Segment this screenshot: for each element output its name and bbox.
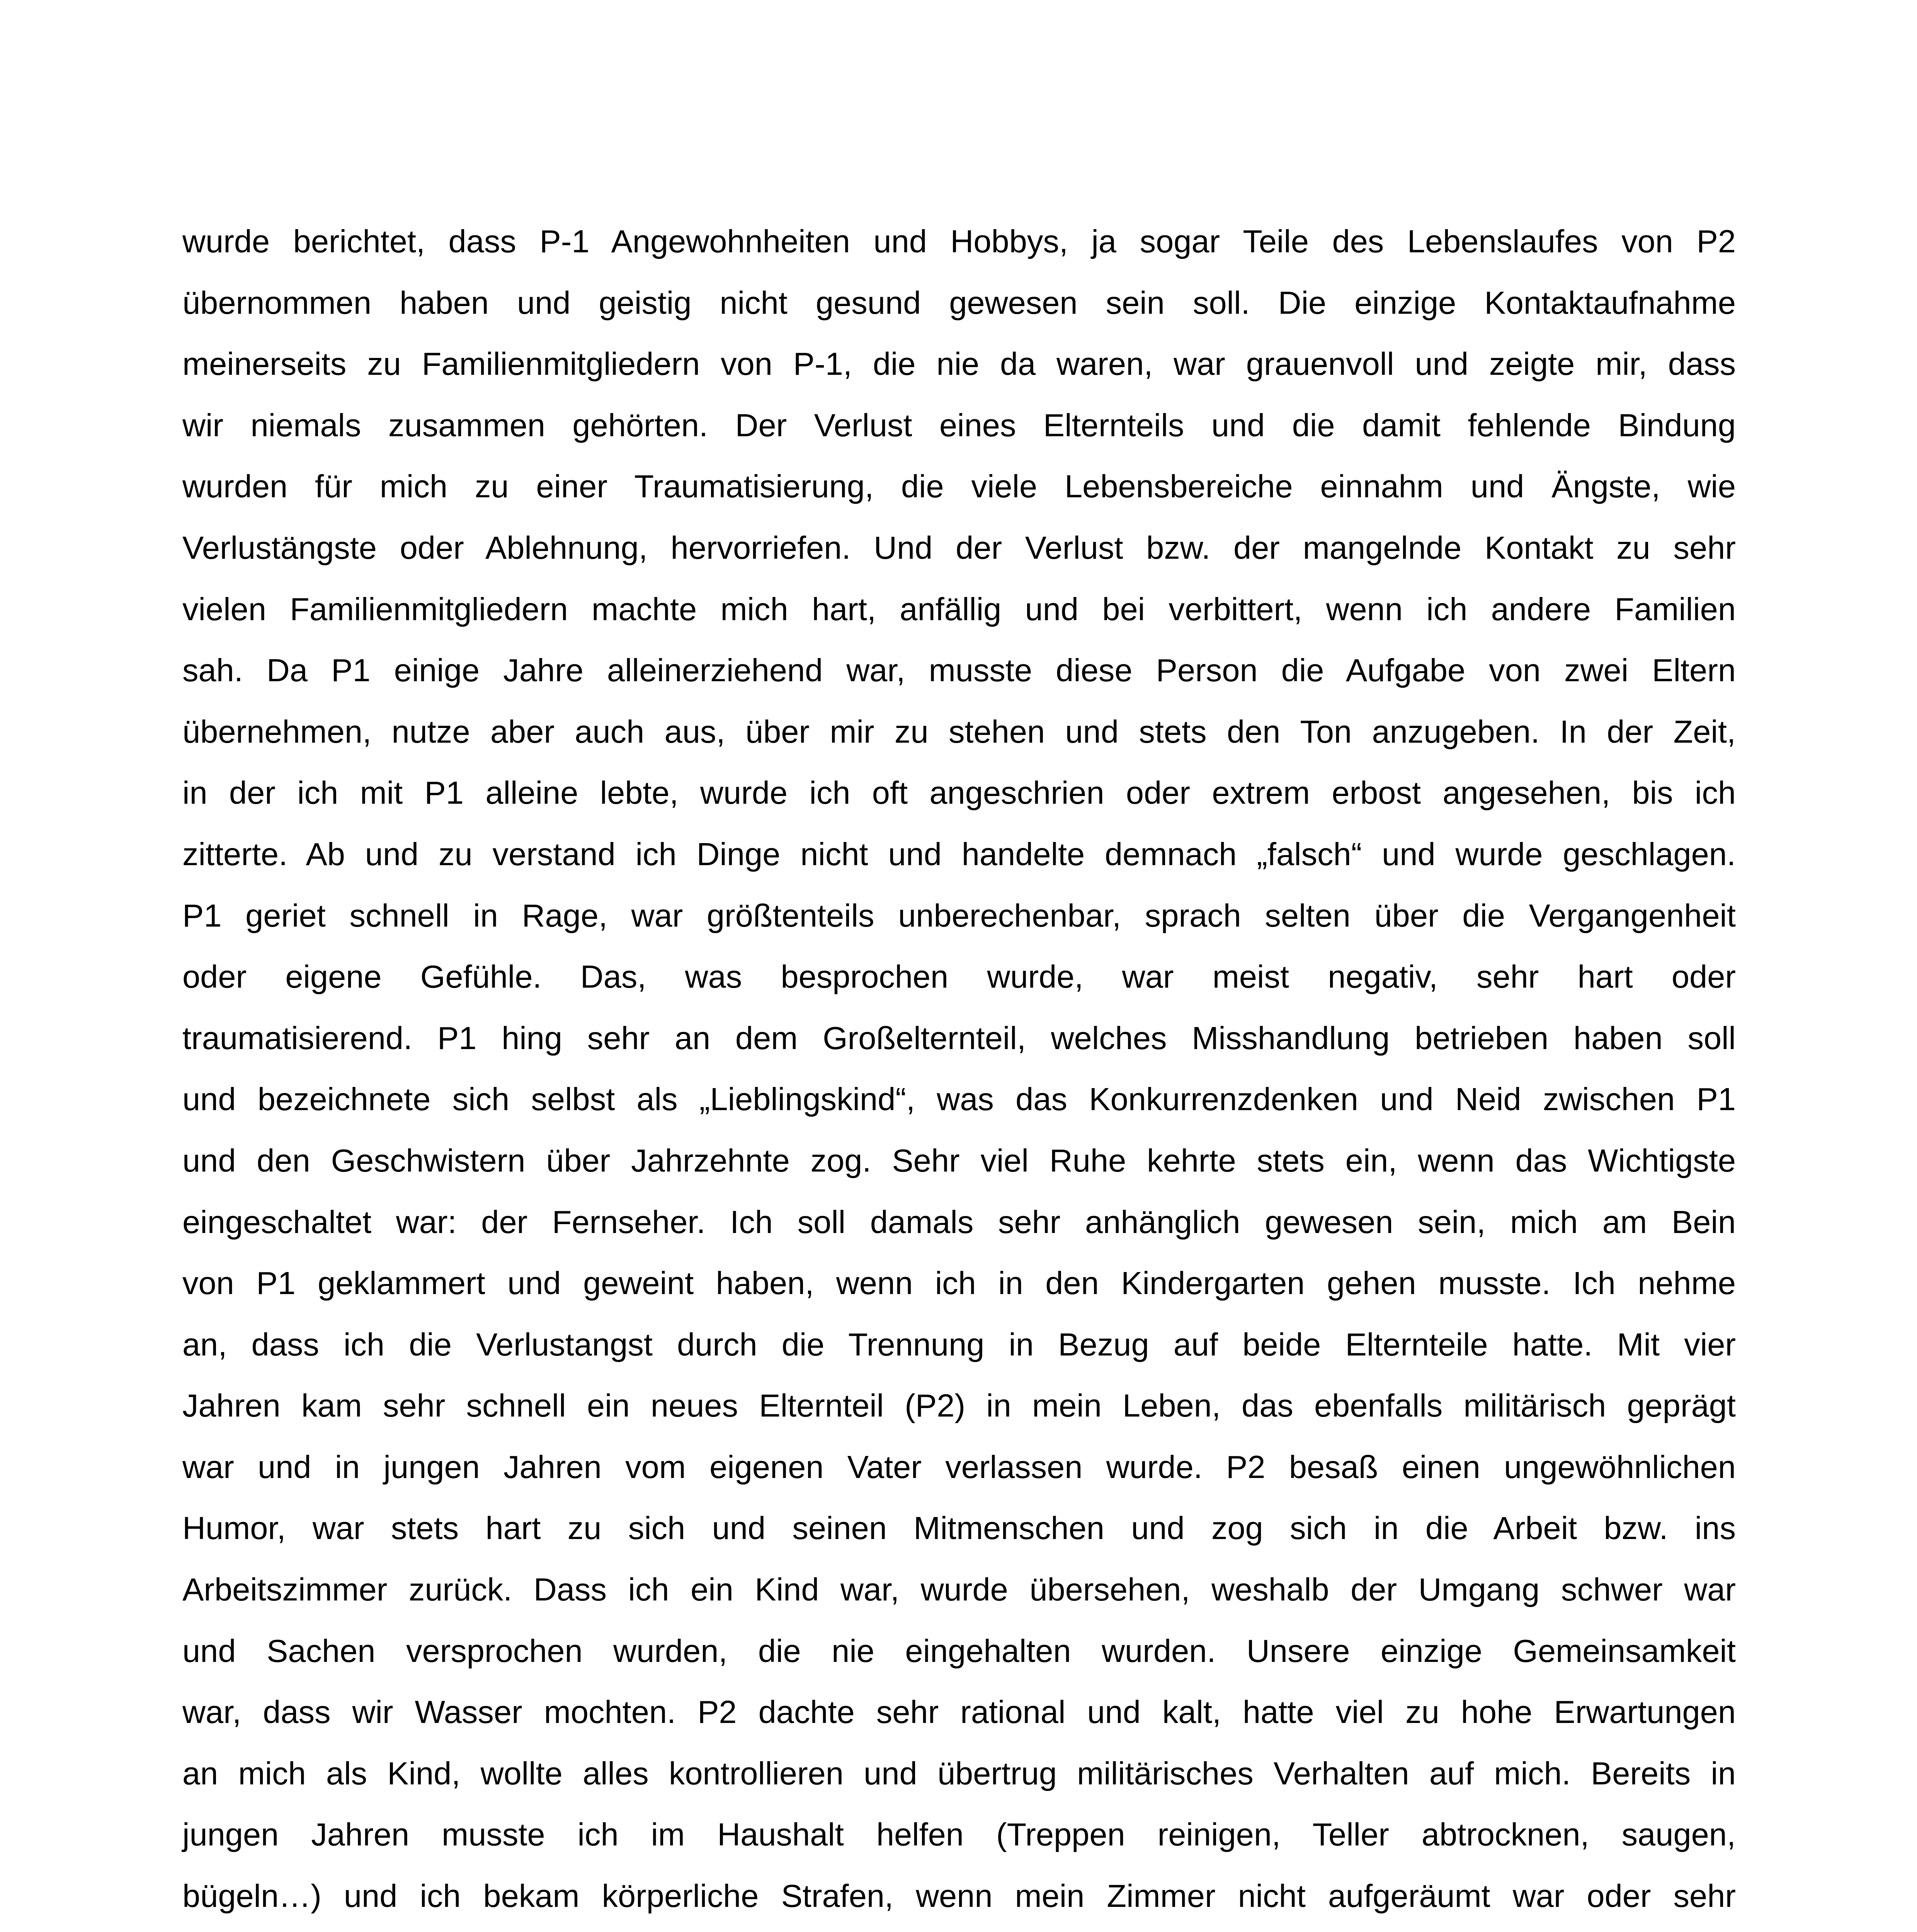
text-line: wurde berichtet, dass P-1 Angewohnheiten und Hobbys, ja sogar Teile des Lebenslaufes von P2 xyxy=(182,223,1736,259)
text-line: jungen Jahren musste ich im Haushalt helfen (Treppen reinigen, Teller abtrocknen, saugen, xyxy=(182,1816,1736,1853)
text-line: übernommen haben und geistig nicht gesund gewesen sein soll. Die einzige Kontaktaufnahme xyxy=(182,284,1736,321)
text-line: und bezeichnete sich selbst als „Lieblingskind“, was das Konkurrenzdenken und Neid zwischen P1 xyxy=(182,1081,1736,1117)
text-line: P1 geriet schnell in Rage, war größtenteils unberechenbar, sprach selten über die Vergangenheit xyxy=(182,897,1736,934)
text-line xyxy=(182,1927,1736,1932)
text-line: an, dass ich die Verlustangst durch die Trennung in Bezug auf beide Elternteile hatte. Mit vier xyxy=(182,1326,1736,1362)
text-line: Verlustängste oder Ablehnung, hervorriefen. Und der Verlust bzw. der mangelnde Kontakt zu sehr xyxy=(182,529,1736,566)
text-line: sah. Da P1 einige Jahre alleinerziehend war, musste diese Person die Aufgabe von zwei Eltern xyxy=(182,652,1736,689)
body-paragraph xyxy=(182,211,1736,1932)
text-line: übernehmen, nutze aber auch aus, über mir zu stehen und stets den Ton anzugeben. In der Zeit, xyxy=(182,713,1736,750)
text-line: vielen Familienmitgliedern machte mich hart, anfällig und bei verbittert, wenn ich andere Familien xyxy=(182,591,1736,627)
text-line: und den Geschwistern über Jahrzehnte zog. Sehr viel Ruhe kehrte stets ein, wenn das Wichtigste xyxy=(182,1142,1736,1179)
text-line: oder eigene Gefühle. Das, was besprochen wurde, war meist negativ, sehr hart oder xyxy=(182,959,1736,995)
text-line: bügeln…) und ich bekam körperliche Strafen, wenn mein Zimmer nicht aufgeräumt war oder sehr xyxy=(182,1878,1736,1914)
text-line: eingeschaltet war: der Fernseher. Ich soll damals sehr anhänglich gewesen sein, mich am Bein xyxy=(182,1204,1736,1240)
text-line: war und in jungen Jahren vom eigenen Vater verlassen wurde. P2 besaß einen ungewöhnlichen xyxy=(182,1449,1736,1485)
text-line: meinerseits zu Familienmitgliedern von P-1, die nie da waren, war grauenvoll und zeigte mir, dass xyxy=(182,346,1736,382)
text-line: von P1 geklammert und geweint haben, wenn ich in den Kindergarten gehen musste. Ich nehme xyxy=(182,1265,1736,1301)
text-line: in der ich mit P1 alleine lebte, wurde ich oft angeschrien oder extrem erbost angesehen, bis ich xyxy=(182,775,1736,811)
text-line: Arbeitszimmer zurück. Dass ich ein Kind war, wurde übersehen, weshalb der Umgang schwer war xyxy=(182,1571,1736,1608)
text-line: zitterte. Ab und zu verstand ich Dinge nicht und handelte demnach „falsch“ und wurde geschlagen. xyxy=(182,836,1736,872)
text-line: an mich als Kind, wollte alles kontrollieren und übertrug militärisches Verhalten auf mich. Bereits in xyxy=(182,1755,1736,1791)
text-line: war, dass wir Wasser mochten. P2 dachte sehr rational und kalt, hatte viel zu hohe Erwartungen xyxy=(182,1694,1736,1730)
text-line: traumatisierend. P1 hing sehr an dem Großelternteil, welches Misshandlung betrieben haben soll xyxy=(182,1020,1736,1056)
text-line: Jahren kam sehr schnell ein neues Elternteil (P2) in mein Leben, das ebenfalls militärisch geprägt xyxy=(182,1388,1736,1424)
text-line: und Sachen versprochen wurden, die nie eingehalten wurden. Unsere einzige Gemeinsamkeit xyxy=(182,1633,1736,1669)
text-line: wurden für mich zu einer Traumatisierung, die viele Lebensbereiche einnahm und Ängste, wie xyxy=(182,468,1736,505)
text-line: wir niemals zusammen gehörten. Der Verlust eines Elternteils und die damit fehlende Bindung xyxy=(182,407,1736,443)
text-line: Humor, war stets hart zu sich und seinen Mitmenschen und zog sich in die Arbeit bzw. ins xyxy=(182,1510,1736,1546)
